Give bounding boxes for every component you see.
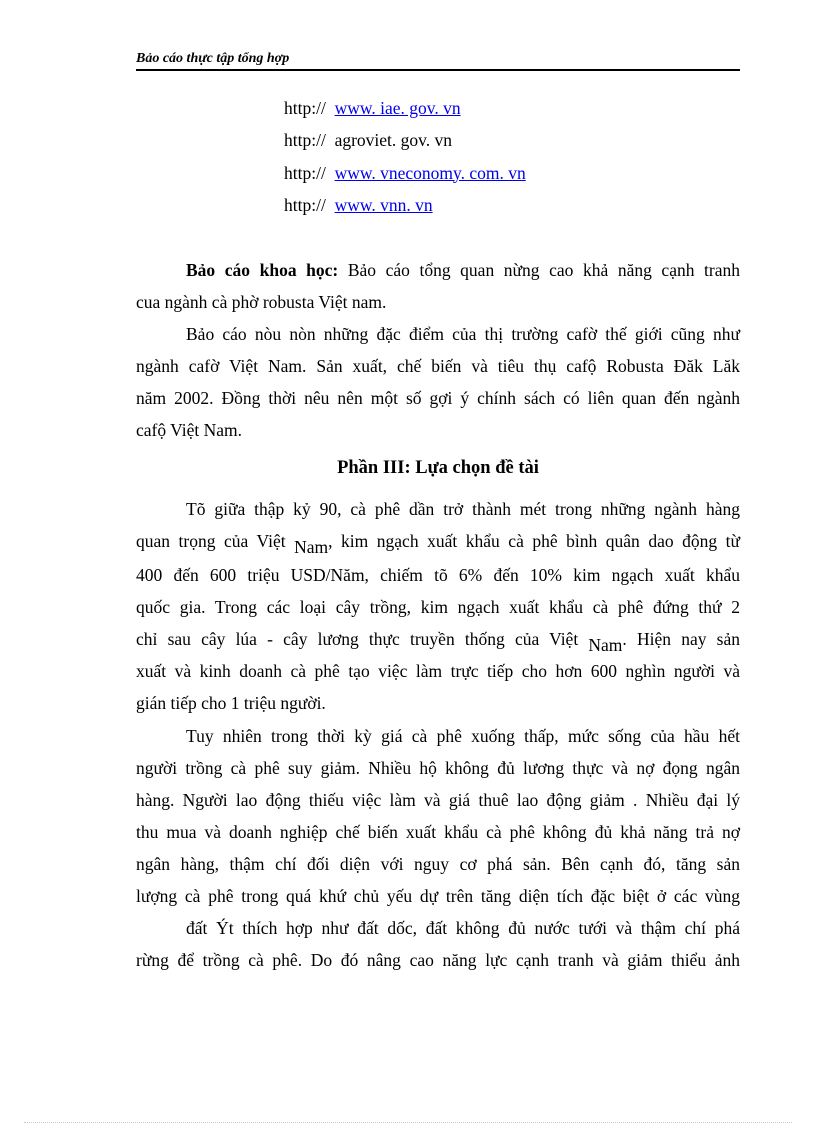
text-run: quan trọng của Việt [136, 531, 295, 551]
section-title: Phần III: Lựa chọn đề tài [337, 458, 539, 478]
report-label: Bảo cáo khoa học: [186, 260, 339, 280]
link-prefix: http:// [284, 162, 326, 183]
link-url[interactable]: www. iae. gov. vn [334, 98, 461, 118]
report-line: năm 2002. Đồng thời nêu nên một số gợi ý chính sách có liên quan đến ngành [136, 388, 740, 408]
paragraph-line: thu mua và doanh nghiệp chế biến xuất khẩu cà phê không đủ khả năng trả nợ [136, 822, 740, 842]
paragraph-line [136, 529, 740, 557]
paragraph-line: Tõ giữa thập kỷ 90, cà phê dần trở thành mét trong những ngành hàng [186, 499, 740, 519]
report-text: Bảo cáo tổng quan nừng cao khả năng cạnh tranh [338, 260, 741, 280]
page-header [136, 50, 740, 71]
report-line: cafộ Việt Nam. [136, 420, 243, 440]
report-line: ngành cafờ Việt Nam. Sản xuất, chế biến và tiêu thụ cafộ Robusta Đăk Lăk [136, 356, 740, 376]
subscript-text: Nam [588, 635, 623, 655]
reference-links [284, 95, 526, 224]
paragraph-line: 400 đến 600 triệu USD/Năm, chiếm tõ 6% đến 10% kim ngạch xuất khẩu [136, 565, 740, 585]
link-prefix: http:// [284, 130, 326, 151]
paragraph-line: gián tiếp cho 1 triệu người. [136, 693, 326, 713]
subscript-text: Nam [294, 537, 329, 557]
paragraph-line: ngân hàng, thậm chí đối diện với nguy cơ phá sản. Bên cạnh đó, tăng sản [136, 854, 740, 874]
report-line: cua ngành cà phờ robusta Việt nam. [136, 292, 387, 312]
paragraph-line: hàng. Người lao động thiếu việc làm và giá thuê lao động giảm . Nhiều đại lý [136, 790, 740, 810]
text-run: chỉ sau cây lúa - cây lương thực truyền thống của Việt [136, 629, 589, 649]
link-prefix: http:// [284, 194, 326, 215]
paragraph-line: Tuy nhiên trong thời kỳ giá cà phê xuống thấp, mức sống của hầu hết [186, 726, 740, 746]
paragraph-line: đất Ýt thích hợp như đất dốc, đất không đủ nước tưới và thậm chí phá [186, 918, 740, 938]
header-title: Bảo cáo thực tập tổng hợp [136, 51, 290, 66]
link-row [284, 192, 526, 224]
paragraph-line: người trồng cà phê suy giảm. Nhiều hộ không đủ lương thực và nợ đọng ngân [136, 758, 740, 778]
paragraph-line [136, 627, 740, 655]
link-url[interactable]: www. vneconomy. com. vn [334, 162, 526, 183]
link-url: agroviet. gov. vn [334, 130, 453, 151]
link-row [284, 127, 526, 159]
link-prefix: http:// [284, 98, 326, 118]
text-run: . Hiện nay sản [622, 629, 740, 649]
report-line [186, 258, 740, 282]
paragraph-line: rừng để trồng cà phê. Do đó nâng cao năng lực cạnh tranh và giảm thiểu ảnh [136, 950, 740, 970]
report-line: Bảo cáo nòu nòn những đặc điểm của thị trường cafờ thế giới cũng như [186, 324, 740, 344]
paragraph-line: lượng cà phê trong quá khứ chủ yếu dự trên tăng diện tích đặc biệt ở các vùng [136, 886, 740, 906]
paragraph-line: quốc gia. Trong các loại cây trồng, kim ngạch xuất khẩu cà phê đứng thứ 2 [136, 597, 740, 617]
link-url[interactable]: www. vnn. vn [334, 194, 433, 215]
paragraph-line: xuất và kinh doanh cà phê tạo việc làm trực tiếp cho hơn 600 nghìn người và [136, 661, 740, 681]
link-row [284, 160, 526, 192]
text-run: , kim ngạch xuất khẩu cà phê bình quân dao động từ [328, 531, 740, 551]
link-row [284, 95, 526, 127]
